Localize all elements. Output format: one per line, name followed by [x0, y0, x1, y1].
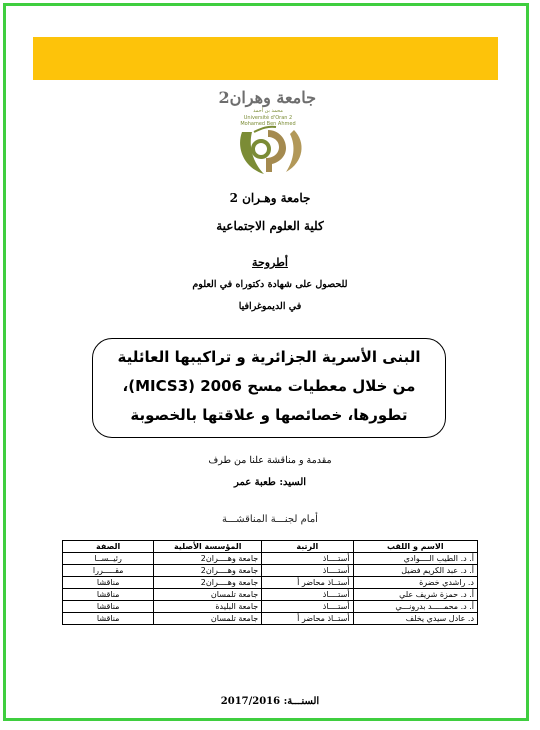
member-role: مناقشا	[63, 589, 154, 601]
author-name: السيد: طعبة عمر	[233, 477, 307, 488]
thesis-field: في الديموغرافيا	[238, 301, 302, 312]
member-institution: جامعة تلمسان	[154, 589, 262, 601]
member-rank: أستــــاذ	[262, 589, 353, 601]
member-name: أ. د. عبد الكريم فضيل	[353, 565, 478, 577]
member-role: مقـــــررا	[63, 565, 154, 577]
presented-by: مقدمة و مناقشة علنا من طرف	[208, 455, 332, 466]
member-role: مناقشا	[63, 577, 154, 589]
member-role: مناقشا	[63, 601, 154, 613]
table-row	[63, 553, 478, 565]
table-row	[63, 565, 478, 577]
member-institution: جامعة تلمسان	[154, 613, 262, 625]
member-name: أ. د. محمـــــد بدرونـــي	[353, 601, 478, 613]
member-rank: أستــاذ محاضر أ	[262, 613, 353, 625]
thesis-title-line-1: البنى الأسرية الجزائرية و تراكيبها العائلية	[117, 348, 421, 366]
member-name: د. راشدي خضرة	[353, 577, 478, 589]
committee-table	[62, 540, 478, 625]
member-rank: أستــاذ محاضر أ	[262, 577, 353, 589]
university-logo	[218, 86, 316, 178]
member-rank: أستــــاذ	[262, 565, 353, 577]
member-institution: جامعة وهــــران2	[154, 553, 262, 565]
logo-line-3: Mohamed Ben Ahmed	[240, 121, 296, 127]
thesis-title-line-2: من خلال معطيات مسح 2006 (MICS3)،	[122, 377, 416, 395]
thesis-title-line-3: تطورها، خصائصها و علاقتها بالخصوبة	[130, 406, 408, 424]
table-header-row	[63, 541, 478, 553]
member-institution: جامعة البليدة	[154, 601, 262, 613]
column-header-rank: الرتبة	[262, 541, 353, 553]
year-label: السنـــة	[287, 696, 320, 707]
committee-heading: أمام لجنـــة المناقشـــة	[222, 514, 318, 525]
member-role: مناقشا	[63, 613, 154, 625]
logo-line-2: Université d'Oran 2	[243, 115, 293, 121]
member-name: أ. د. الطيب الــــوادي	[353, 553, 478, 565]
thesis-degree: للحصول على شهادة دكتوراه في العلوم	[192, 279, 348, 290]
logo-line-1: محمد بن أحمد	[253, 108, 283, 114]
faculty-name: كلية العلوم الاجتماعية	[216, 219, 324, 233]
logo-arabic-name: جامعة وهران2	[218, 88, 316, 107]
academic-year: السنـــة: 2017/2016	[220, 696, 320, 707]
column-header-institution: المؤسسة الأصلية	[154, 541, 262, 553]
university-name: جامعة وهـران 2	[229, 191, 311, 205]
table-row	[63, 601, 478, 613]
member-institution: جامعة وهــــران2	[154, 565, 262, 577]
table-row	[63, 577, 478, 589]
thesis-type: أطروحة	[252, 256, 288, 269]
thesis-title-box	[92, 338, 446, 438]
column-header-name: الاسم و اللقب	[353, 541, 478, 553]
table-row	[63, 589, 478, 601]
member-rank: أستــــاذ	[262, 553, 353, 565]
table-row	[63, 613, 478, 625]
member-name: أ. د. حمزة شريف علي	[353, 589, 478, 601]
column-header-role: الصفة	[63, 541, 154, 553]
member-name: د. عادل سيدي يخلف	[353, 613, 478, 625]
year-value: 2017/2016	[220, 696, 281, 707]
logo-emblem-icon	[218, 86, 316, 178]
member-rank: أستــــاذ	[262, 601, 353, 613]
member-institution: جامعة وهــــران2	[154, 577, 262, 589]
member-role: رئيــســا	[63, 553, 154, 565]
header-banner	[33, 37, 498, 80]
